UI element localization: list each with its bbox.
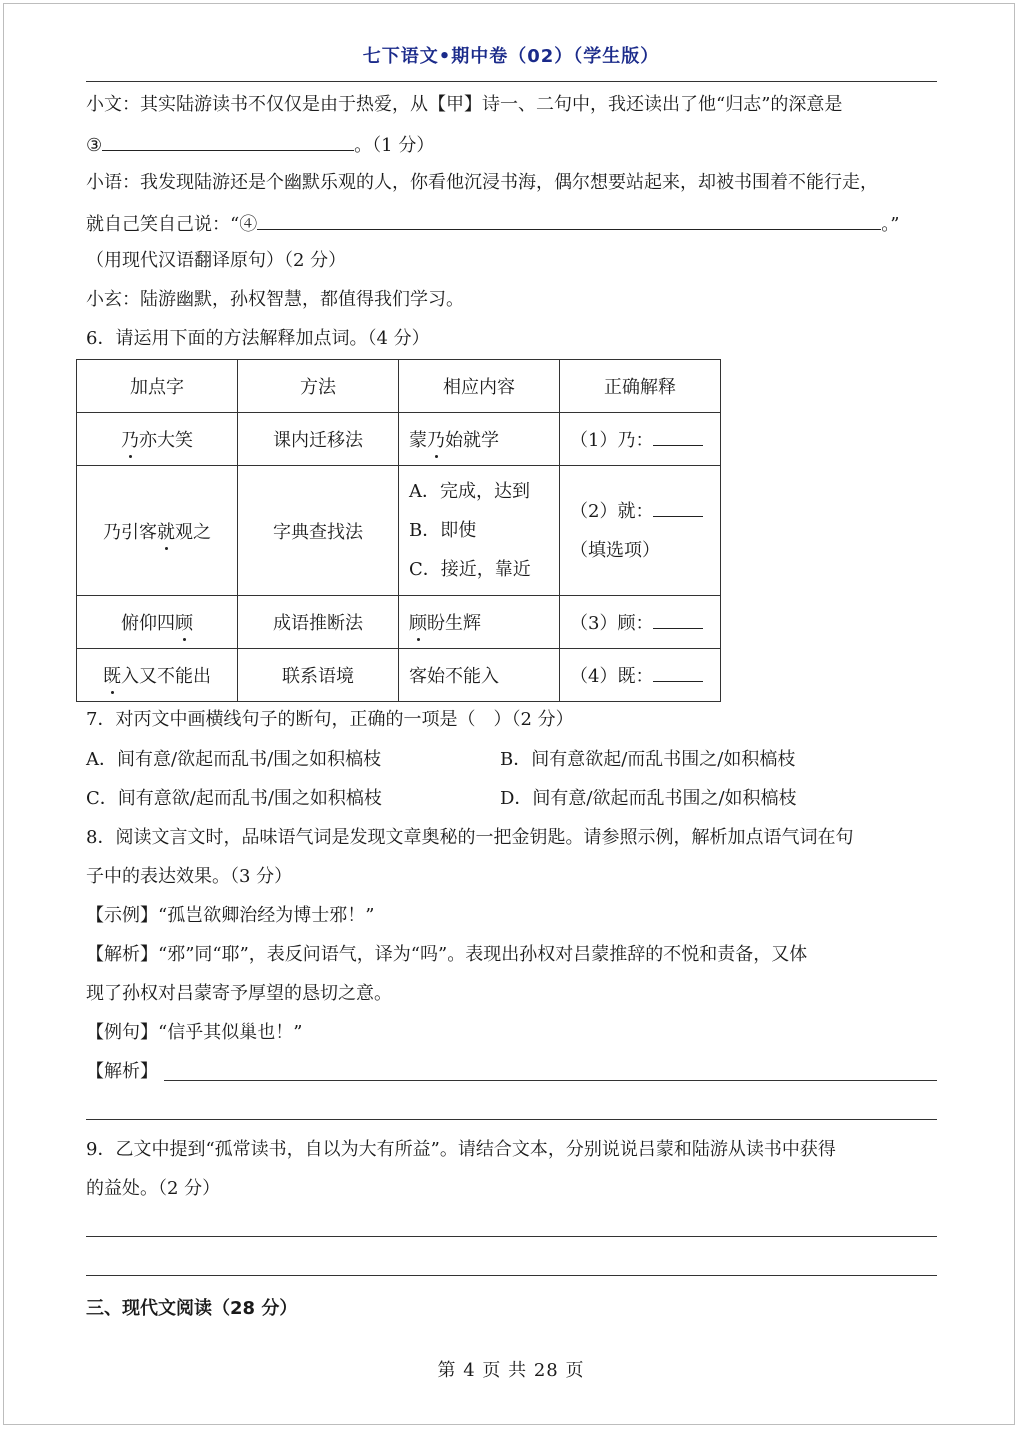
content-cell	[399, 466, 560, 596]
q8-answer-line[interactable]	[86, 1119, 937, 1120]
phrase-cell: 乃引客就观之	[77, 466, 238, 596]
phrase-cell: 俯仰四顾	[77, 596, 238, 649]
method-cell: 课内迁移法	[238, 413, 399, 466]
content-cell: 顾盼生辉	[399, 596, 560, 649]
blank-3-label: ③	[86, 135, 103, 156]
q8-answer-label: 【解析】	[86, 1061, 158, 1082]
q7-option-d[interactable]: D．间有意/欲起而乱书围之/如积槁枝	[500, 788, 797, 809]
q9-stem-line2: 的益处。（2 分）	[86, 1178, 221, 1199]
page-title: 七下语文•期中卷（02）（学生版）	[362, 46, 660, 67]
content-cell: 客始不能入	[399, 649, 560, 702]
table-row	[77, 649, 721, 702]
q6-stem: 6．请运用下面的方法解释加点词。（4 分）	[86, 328, 430, 349]
dialogue-xiaoxuan: 小玄：陆游幽默，孙权智慧，都值得我们学习。	[86, 289, 464, 310]
dotted-char: 乃	[121, 426, 139, 452]
table-row	[77, 466, 721, 596]
q7-stem: 7．对丙文中画横线句子的断句，正确的一项是（ ）（2 分）	[86, 709, 574, 730]
answer-blank-q6-1[interactable]	[653, 427, 703, 446]
q8-analysis-line2: 现了孙权对吕蒙寄予厚望的恳切之意。	[86, 983, 392, 1004]
phrase-cell: 乃亦大笑	[77, 413, 238, 466]
q8-sentence: 【例句】“信乎其似巢也！”	[86, 1022, 303, 1043]
method-cell: 联系语境	[238, 649, 399, 702]
table-header-row	[77, 360, 721, 413]
q9-answer-line[interactable]	[86, 1236, 937, 1237]
q7-option-a[interactable]: A．间有意/欲起而乱书/围之如积槁枝	[86, 749, 382, 770]
method-cell: 成语推断法	[238, 596, 399, 649]
q6-method-table	[76, 359, 721, 702]
answer-cell: （1）乃：	[560, 413, 721, 466]
q8-answer-line[interactable]	[164, 1080, 937, 1081]
q9-stem-line1: 9．乙文中提到“孤常读书，自以为大有所益”。请结合文本，分别说说吕蒙和陆游从读书中获得	[86, 1139, 836, 1160]
dotted-char: 顾	[175, 609, 193, 635]
dialogue-xiaoyu-line1: 小语：我发现陆游还是个幽默乐观的人，你看他沉浸书海，偶尔想要站起来，却被书围着不能行走，	[86, 172, 878, 193]
q9-answer-line[interactable]	[86, 1275, 937, 1276]
dictionary-option: B．即使	[409, 520, 477, 541]
dialogue-xiaoyu-line2	[86, 211, 899, 237]
table-header-cell: 方法	[238, 360, 399, 413]
content-cell: 蒙乃始就学	[399, 413, 560, 466]
table-row	[77, 596, 721, 649]
answer-blank-3[interactable]	[102, 132, 354, 151]
quote-end: 。”	[881, 214, 900, 235]
dictionary-option: A．完成，达到	[409, 481, 530, 502]
blank-4-label: 就自己笑自己说：“④	[86, 214, 258, 235]
q8-stem-line2: 子中的表达效果。（3 分）	[86, 866, 293, 887]
q8-example: 【示例】“孤岂欲卿治经为博士邪！”	[86, 905, 375, 926]
answer-cell: （3）顾：	[560, 596, 721, 649]
answer-cell: （2）就： （填选项）	[560, 466, 721, 596]
dotted-char: 就	[157, 518, 175, 544]
score-note: 。（1 分）	[354, 135, 435, 156]
q7-option-c[interactable]: C．间有意欲/起而乱书/围之如积槁枝	[86, 788, 382, 809]
q7-option-b[interactable]: B．间有意欲起/而乱书围之/如积槁枝	[500, 749, 796, 770]
table-header-cell: 加点字	[77, 360, 238, 413]
page-number: 第 4 页 共 28 页	[437, 1360, 585, 1381]
q8-stem-line1: 8．阅读文言文时，品味语气词是发现文章奥秘的一把金钥匙。请参照示例，解析加点语气词在句	[86, 827, 854, 848]
header-divider	[86, 81, 937, 82]
q8-analysis-line1: 【解析】“邪”同“耶”，表反问语气，译为“吗”。表现出孙权对吕蒙推辞的不悦和责备，又体	[86, 944, 808, 965]
phrase-cell: 既入又不能出	[77, 649, 238, 702]
answer-blank-q6-3[interactable]	[653, 610, 703, 629]
dialogue-xiaowen-line2	[86, 132, 434, 158]
answer-blank-q6-2[interactable]	[653, 498, 703, 517]
table-header-cell: 正确解释	[560, 360, 721, 413]
answer-cell: （4）既：	[560, 649, 721, 702]
dotted-char: 乃	[427, 426, 445, 452]
dotted-char: 既	[103, 662, 121, 688]
method-cell: 字典查找法	[238, 466, 399, 596]
dotted-char: 顾	[409, 609, 427, 635]
answer-note: （填选项）	[570, 539, 660, 561]
answer-blank-4[interactable]	[257, 211, 881, 230]
dialogue-xiaowen-line1: 小文：其实陆游读书不仅仅是由于热爱，从【甲】诗一、二句中，我还读出了他“归志”的深意是	[86, 94, 843, 115]
table-row	[77, 413, 721, 466]
table-header-cell: 相应内容	[399, 360, 560, 413]
section-3-heading: 三、现代文阅读（28 分）	[86, 1298, 298, 1319]
answer-blank-q6-4[interactable]	[653, 663, 703, 682]
dialogue-xiaoyu-line3: （用现代汉语翻译原句）（2 分）	[86, 250, 347, 271]
dictionary-option: C．接近，靠近	[409, 559, 531, 580]
